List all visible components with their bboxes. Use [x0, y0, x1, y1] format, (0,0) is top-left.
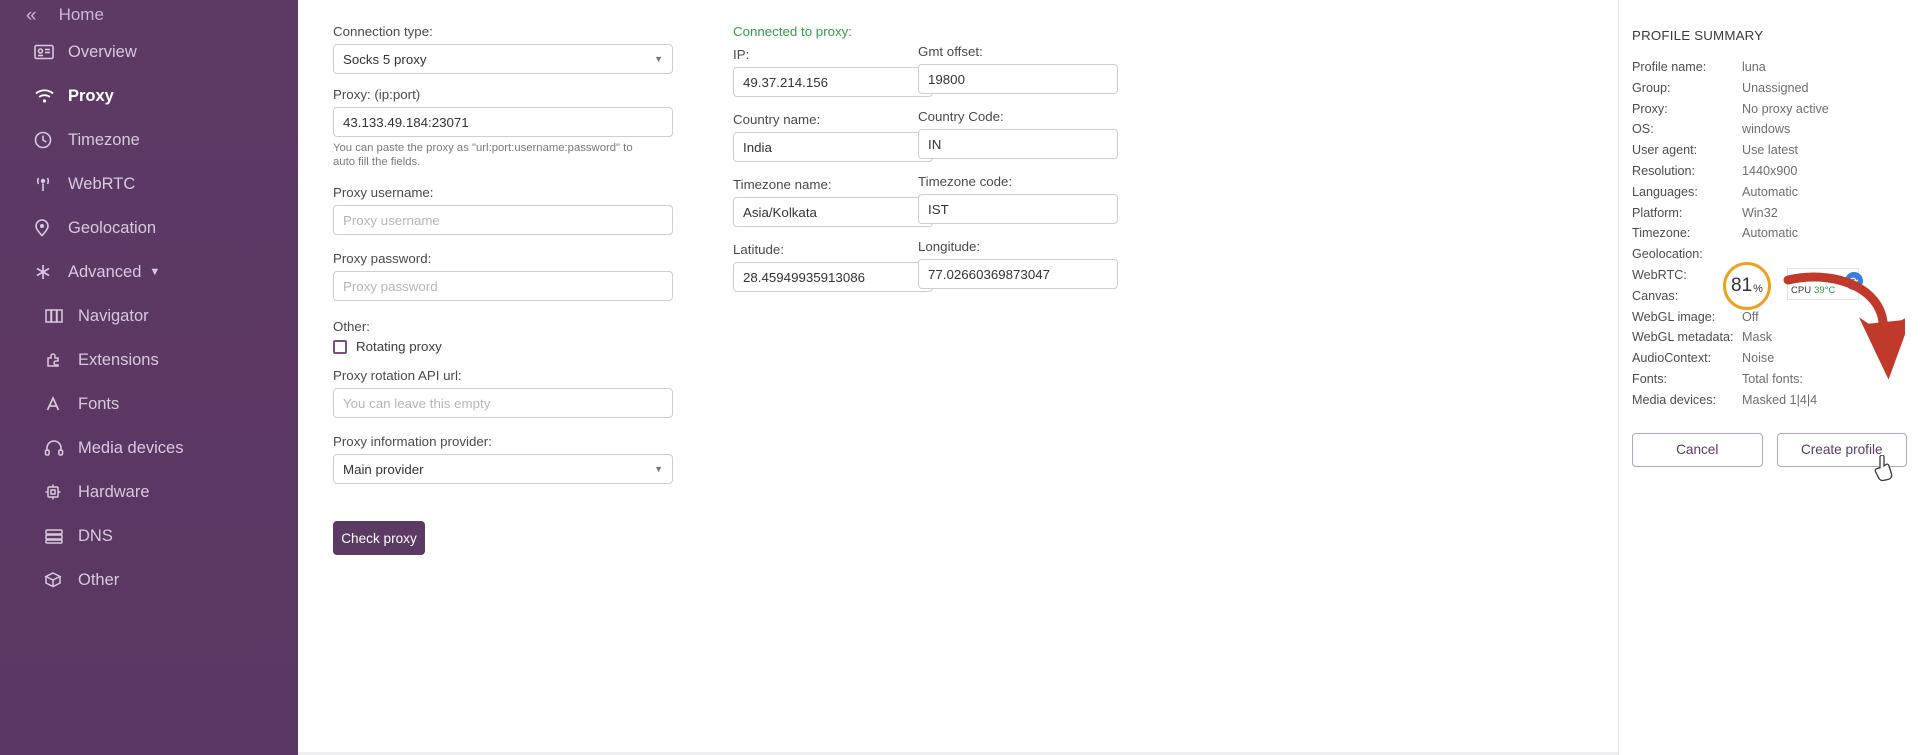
gmt-offset-group [918, 44, 1118, 94]
summary-value: luna [1742, 60, 1766, 74]
timezone-name-input[interactable]: Asia/Kolkata [733, 197, 933, 227]
chevron-down-icon[interactable]: ▼ [654, 464, 663, 475]
sidebar-item-proxy[interactable] [0, 74, 298, 118]
summary-value: Win32 [1742, 205, 1778, 220]
map-pin-icon [34, 219, 68, 237]
summary-row [1619, 78, 1920, 99]
cpu-label: CPU [1791, 285, 1812, 296]
summary-value: Use latest [1742, 143, 1798, 158]
summary-value: windows [1742, 122, 1791, 137]
sidebar-item-label: Timezone [68, 130, 140, 149]
summary-row [1619, 203, 1920, 224]
info-provider-group [333, 434, 673, 484]
sidebar-item-label: Hardware [78, 482, 150, 501]
puzzle-icon [44, 351, 78, 369]
chevron-down-icon[interactable]: ▼ [149, 266, 161, 278]
sidebar-item-label: Geolocation [68, 218, 157, 237]
sidebar-home-label: Home [58, 5, 104, 24]
cancel-button[interactable]: Cancel [1632, 433, 1763, 467]
timezone-code-group [918, 174, 1118, 224]
summary-key: Timezone: [1632, 226, 1691, 241]
ip-label: IP: [733, 47, 750, 62]
wifi-icon [34, 88, 68, 104]
latitude-input[interactable]: 28.45949935913086 [733, 262, 933, 292]
sidebar-item-label: Media devices [78, 438, 184, 457]
rotation-url-label: Proxy rotation API url: [333, 368, 462, 384]
summary-value: Mask [1742, 330, 1773, 345]
longitude-group [918, 239, 1118, 289]
country-name-group [733, 112, 933, 162]
country-code-input[interactable]: IN [918, 129, 1118, 159]
summary-row [1619, 223, 1920, 244]
info-provider-label: Proxy information provider: [333, 434, 492, 450]
summary-key: Resolution: [1632, 163, 1696, 178]
clock-icon [34, 131, 68, 149]
sidebar-item-advanced[interactable] [0, 250, 298, 294]
summary-value: No proxy active [1742, 101, 1829, 116]
proxy-status-column-left [733, 0, 933, 305]
connection-type-label: Connection type: [333, 24, 433, 39]
connection-type-select[interactable] [333, 44, 673, 74]
sidebar-item-other[interactable] [0, 558, 298, 602]
latitude-label: Latitude: [733, 242, 785, 257]
other-label: Other: [333, 319, 370, 335]
summary-row [1619, 99, 1920, 120]
country-name-label: Country name: [733, 112, 821, 127]
summary-key: OS: [1632, 122, 1654, 137]
broadcast-icon [34, 175, 68, 193]
rotation-url-group [333, 368, 673, 418]
asterisk-icon [34, 263, 68, 281]
sidebar-item-label: Fonts [78, 394, 120, 413]
sidebar-item-webrtc[interactable] [0, 162, 298, 206]
sidebar-item-label: Advanced [68, 262, 142, 281]
sidebar [0, 0, 298, 755]
book-icon [44, 308, 78, 324]
refresh-icon[interactable]: ⟳ [1845, 272, 1863, 290]
country-code-label: Country Code: [918, 109, 1004, 124]
sidebar-item-hardware[interactable] [0, 470, 298, 514]
sidebar-item-label: Extensions [78, 350, 159, 369]
hand-pointer-cursor [1874, 455, 1896, 481]
server-icon [44, 528, 78, 544]
cpu-usage-unit: % [1753, 283, 1763, 295]
cpu-temperature: 39°C [1814, 285, 1836, 296]
summary-key: Media devices: [1632, 392, 1716, 407]
chevrons-left-icon[interactable]: « [26, 4, 37, 26]
proxy-address-group [333, 87, 673, 169]
summary-row [1619, 182, 1920, 203]
proxy-paste-hint: You can paste the proxy as "url:port:username:password" to auto fill the fields. [333, 142, 633, 169]
timezone-name-label: Timezone name: [733, 177, 832, 192]
sidebar-item-overview[interactable] [0, 30, 298, 74]
summary-row [1619, 244, 1920, 265]
timezone-name-group [733, 177, 933, 227]
download-arrow-icon: ↓ [1791, 272, 1796, 283]
summary-row [1619, 390, 1920, 411]
proxy-username-label: Proxy username: [333, 185, 434, 201]
proxy-address-label: Proxy: (ip:port) [333, 87, 421, 102]
rotating-proxy-checkbox-row[interactable] [333, 339, 673, 354]
proxy-username-input[interactable]: Proxy username [333, 205, 673, 235]
rotating-proxy-checkbox[interactable] [333, 340, 347, 354]
connected-to-proxy-label: Connected to proxy: [733, 24, 853, 39]
connection-type-group [333, 24, 673, 74]
sidebar-item-label: Proxy [68, 86, 114, 105]
proxy-password-label: Proxy password: [333, 251, 432, 267]
summary-value: Total fonts: [1742, 371, 1803, 386]
sidebar-item-dns[interactable] [0, 514, 298, 558]
download-speed: 0K/s [1798, 272, 1818, 283]
summary-row [1619, 161, 1920, 182]
summary-key: AudioContext: [1632, 351, 1712, 366]
summary-value: Noise [1742, 351, 1775, 366]
proxy-password-input[interactable]: Proxy password [333, 271, 673, 301]
sidebar-item-label: WebRTC [68, 174, 136, 193]
cpu-usage-badge [1723, 262, 1771, 310]
gmt-offset-input[interactable]: 19800 [918, 64, 1118, 94]
latitude-group [733, 242, 933, 292]
country-name-input[interactable]: India [733, 132, 933, 162]
check-proxy-button[interactable]: Check proxy [333, 521, 425, 555]
sidebar-item-label: Other [78, 570, 120, 589]
proxy-status-column-right [918, 0, 1118, 302]
summary-row [1619, 119, 1920, 140]
country-code-group [918, 109, 1118, 159]
sidebar-item-fonts[interactable] [0, 382, 298, 426]
summary-key: Proxy: [1632, 101, 1668, 116]
sidebar-home[interactable] [0, 0, 298, 30]
proxy-username-group [333, 185, 673, 235]
summary-key: Platform: [1632, 205, 1683, 220]
timezone-code-label: Timezone code: [918, 174, 1013, 189]
summary-key: WebGL image: [1632, 309, 1716, 324]
id-card-icon [34, 44, 68, 60]
cpu-icon [44, 483, 78, 501]
sidebar-item-label: Navigator [78, 306, 149, 325]
longitude-label: Longitude: [918, 239, 981, 254]
profile-summary-title: PROFILE SUMMARY [1632, 28, 1764, 43]
longitude-input[interactable]: 77.02660369873047 [918, 259, 1118, 289]
summary-key: Group: [1632, 80, 1671, 95]
gmt-offset-label: Gmt offset: [918, 44, 983, 59]
summary-key: Languages: [1632, 184, 1698, 199]
rotating-proxy-label: Rotating proxy [356, 339, 442, 355]
ip-input[interactable]: 49.37.214.156 [733, 67, 933, 97]
proxy-form-column [333, 0, 673, 555]
sidebar-item-label: DNS [78, 526, 113, 545]
summary-row [1619, 57, 1920, 78]
sidebar-item-navigator[interactable] [0, 294, 298, 338]
summary-value: Off [1742, 309, 1759, 324]
arrow-down-annotation [1770, 272, 1905, 382]
summary-value: 1440x900 [1742, 163, 1798, 178]
summary-row [1619, 140, 1920, 161]
letter-a-icon [44, 395, 78, 413]
summary-key: Profile name: [1632, 60, 1707, 74]
main-content [298, 0, 1618, 755]
sidebar-item-media-devices[interactable] [0, 426, 298, 470]
proxy-password-group [333, 251, 673, 301]
summary-key: Canvas: [1632, 288, 1679, 303]
sidebar-item-extensions[interactable] [0, 338, 298, 382]
rotation-url-input[interactable]: You can leave this empty [333, 388, 673, 418]
summary-value: Automatic [1742, 226, 1798, 241]
sidebar-item-geolocation[interactable] [0, 206, 298, 250]
proxy-address-input[interactable]: 43.133.49.184:23071 [333, 107, 673, 137]
connection-type-value: Socks 5 proxy [343, 51, 427, 67]
timezone-code-input[interactable]: IST [918, 194, 1118, 224]
summary-key: Fonts: [1632, 371, 1667, 386]
sidebar-item-timezone[interactable] [0, 118, 298, 162]
chevron-down-icon[interactable]: ▼ [654, 54, 663, 64]
summary-value: Automatic [1742, 184, 1798, 199]
info-provider-value: Main provider [343, 461, 424, 477]
summary-value: Masked 1|4|4 [1742, 392, 1818, 407]
other-group [333, 319, 673, 354]
ip-group [733, 47, 933, 97]
info-provider-select[interactable] [333, 454, 673, 484]
summary-key: Geolocation: [1632, 247, 1703, 262]
summary-value: Unassigned [1742, 80, 1809, 95]
sidebar-item-label: Overview [68, 42, 137, 61]
summary-key: WebRTC: [1632, 267, 1687, 282]
summary-key: WebGL metadata: [1632, 330, 1734, 345]
create-profile-button[interactable]: Create profile [1777, 433, 1908, 467]
cpu-usage-value: 81 [1731, 275, 1753, 296]
headphones-icon [44, 440, 78, 456]
summary-key: User agent: [1632, 143, 1698, 158]
box-icon [44, 571, 78, 589]
